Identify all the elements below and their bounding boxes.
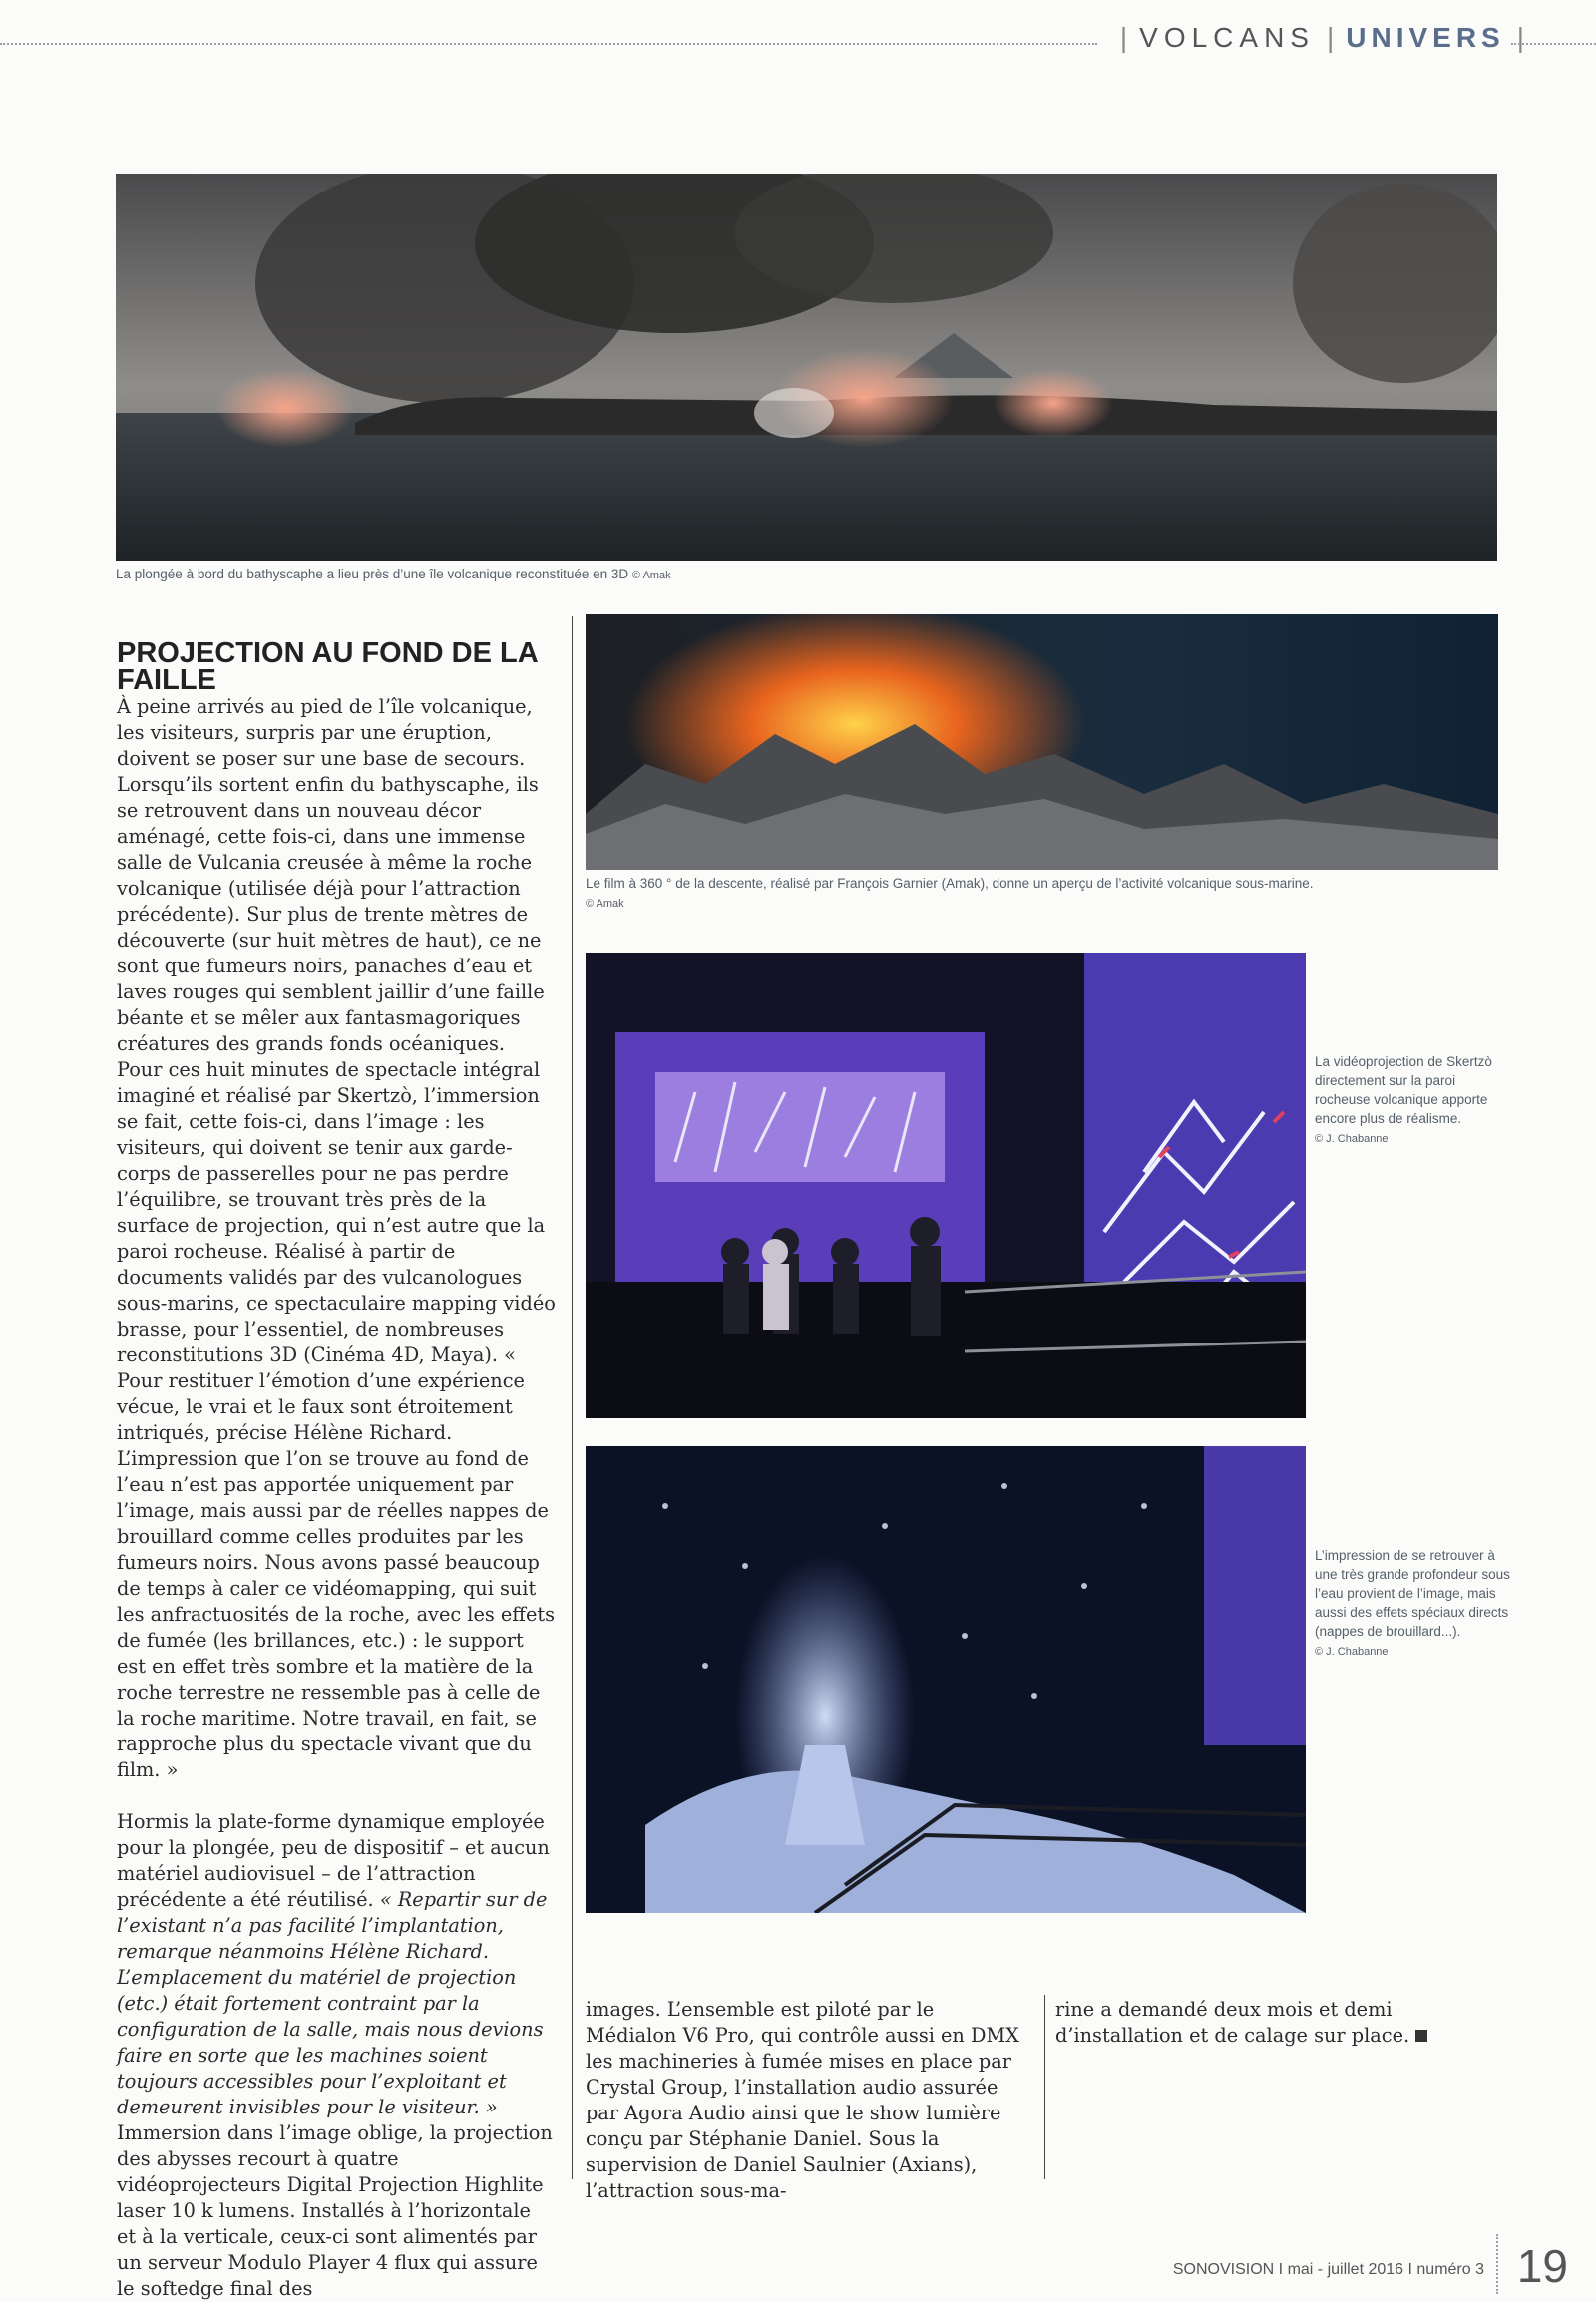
header-rule-left	[0, 43, 1097, 45]
column-rule-2	[1044, 1995, 1045, 2179]
article-column-3-text: rine a demandé deux mois et demi d’installation et de calage sur place.	[1055, 1997, 1494, 2049]
article-column-2-text: images. L’ensemble est piloté par le Médialon V6 Pro, qui contrôle aussi en DMX les machineries à fumée mises en place par Crystal Group, l’installation audio assurée par Agora Audio ainsi que le show lumière conçu par Stéphanie Daniel. Sous la supervision de Daniel Saulnier (Axians), l’attraction sous-ma-	[586, 1998, 1019, 2202]
caption-text: La vidéoprojection de Skertzò directement sur la paroi rocheuse volcanique apporte encore plus de réalisme.	[1315, 1054, 1492, 1126]
end-of-article-mark	[1415, 2030, 1427, 2042]
article-column-1	[117, 694, 556, 2302]
rock-wall-projection-photo	[586, 953, 1306, 1418]
issue-number: numéro 3	[1416, 2261, 1484, 2278]
category-label: UNIVERS	[1346, 22, 1505, 53]
projection-photo-caption	[1315, 1052, 1514, 1149]
caption-credit: © Amak	[586, 898, 624, 910]
caption-text: La plongée à bord du bathyscaphe a lieu près d’une île volcanique reconstituée en 3D	[116, 567, 629, 581]
caption-credit: © Amak	[631, 570, 671, 581]
underwater-eruption-film-photo	[586, 614, 1498, 870]
caption-credit: © J. Chabanne	[1315, 1133, 1389, 1145]
issue-date: mai - juillet 2016	[1287, 2261, 1404, 2278]
top-photo-caption	[116, 565, 1113, 585]
depth-photo-caption	[1315, 1546, 1514, 1662]
footer-dotted-rule	[1496, 2234, 1498, 2294]
article-column-3	[1055, 1997, 1494, 2049]
volcanic-island-photo	[116, 174, 1497, 561]
header-rule-right	[1511, 43, 1596, 45]
column-rule-1	[572, 616, 573, 2179]
film-photo-caption	[586, 874, 1498, 914]
article-headline: PROJECTION AU FOND DE LA FAILLE	[117, 637, 538, 696]
page-footer: SONOVISION I mai - juillet 2016 I numéro 3	[1172, 2261, 1484, 2278]
caption-credit: © J. Chabanne	[1315, 1646, 1389, 1658]
article-paragraph-1: À peine arrivés au pied de l’île volcanique, les visiteurs, surpris par une éruption, doivent se poser sur une base de secours. Lorsqu’ils sortent enfin du bathyscaphe, ils se retrouvent dans un nouveau décor aménagé, cette fois-ci, dans une immense salle de Vulcania creusée à même la roche volcanique (utilisée déjà pour l’attraction précédente). Sur plus de trente mètres de découverte (sur huit mètres de haut), ce ne sont que fumeurs noirs, panaches d’eau et laves rouges qui semblent jaillir d’une faille béante et se mêler aux fantasmagoriques créatures des grands fonds océaniques. Pour ces huit minutes de spectacle intégral imaginé et réalisé par Skertzò, l’immersion se fait, cette fois-ci, dans l’image : les visiteurs, qui doivent se tenir aux garde-corps de passerelles pour ne pas perdre l’équilibre, se trouvant très près de la surface de projection, qui n’est autre que la paroi rocheuse. Réalisé à partir de documents validés par des vulcanologues sous-marins, ce spectaculaire mapping vidéo brasse, pour l’essentiel, de nombreuses reconstitutions 3D (Cinéma 4D, Maya). « Pour restituer l’émotion d’une expérience vécue, le vrai et le faux sont étroitement intriqués, précise Hélène Richard. L’impression que l’on se trouve au fond de l’eau n’est pas apportée uniquement par l’image, mais aussi par de réelles nappes de brouillard comme celles produites par les fumeurs noirs. Nous avons passé beaucoup de temps à caler ce vidéomapping, qui suit les anfractuosités de la roche, avec les effets de fumée (les brillances, etc.) : le support est en effet très sombre et la matière de la roche terrestre ne ressemble pas à celle de la roche maritime. Notre travail, en fait, se rapproche plus du spectacle vivant que du film. »	[117, 695, 556, 1781]
section-label: VOLCANS	[1139, 22, 1315, 53]
quote-text: « Repartir sur de l’existant n’a pas facilité l’implantation, remarque néanmoins Hélène Richard. L’emplacement du matériel de projection (etc.) était fortement contraint par la configuration de la salle, mais nous devions faire en sorte que les machines soient toujours accessibles pour l’exploitant et demeurent invisibles pour le visiteur. »	[117, 1888, 548, 2118]
caption-text: L’impression de se retrouver à une très grande profondeur sous l’eau provient de l’image, mais aussi des effets spéciaux directs (nappes de brouillard...).	[1315, 1548, 1510, 1639]
section-header: | VOLCANS | UNIVERS |	[1119, 22, 1524, 53]
underwater-fog-effect-photo	[586, 1446, 1306, 1913]
caption-text: Le film à 360 ° de la descente, réalisé par François Garnier (Amak), donne un aperçu de l’activité volcanique sous-marine.	[586, 876, 1314, 891]
article-column-2	[586, 1997, 1029, 2204]
article-paragraph-2: Hormis la plate-forme dynamique employée pour la plongée, peu de dispositif – et aucun matériel audiovisuel – de l’attraction précédente a été réutilisé. « Repartir sur de l’existant n’a pas facilité l’implantation, remarque néanmoins Hélène Richard. L’emplacement du matériel de projection (etc.) était fortement contraint par la configuration de la salle, mais nous devions faire en sorte que les machines soient toujours accessibles pour l’exploitant et demeurent invisibles pour le visiteur. » Immersion dans l’image oblige, la projection des abysses recourt à quatre vidéoprojecteurs Digital Projection Highlite laser 10 k lumens. Installés à l’horizontale et à la verticale, ceux-ci sont alimentés par un serveur Modulo Player 4 flux qui assure le softedge final des	[117, 1810, 553, 2300]
page-number: 19	[1516, 2240, 1568, 2292]
magazine-name: SONOVISION	[1172, 2261, 1275, 2278]
